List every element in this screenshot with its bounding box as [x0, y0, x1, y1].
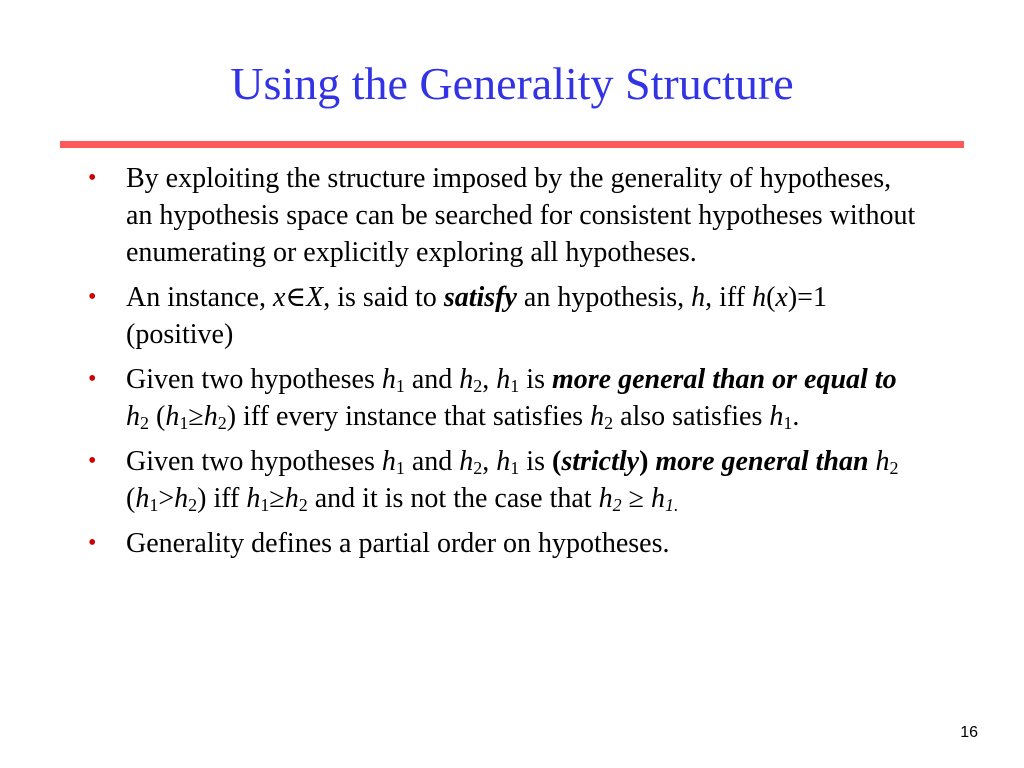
text-segment: 1. — [664, 495, 679, 515]
text-segment: more general than — [655, 446, 869, 477]
bullet-item — [84, 525, 924, 562]
text-segment: is — [519, 364, 552, 395]
text-segment: h — [381, 364, 396, 395]
bullet-item — [84, 361, 924, 435]
text-segment: 1 — [510, 376, 520, 396]
bullet-text — [126, 364, 897, 432]
text-segment: , — [482, 446, 497, 477]
text-segment: 2 — [140, 413, 149, 433]
text-segment: , — [482, 364, 497, 395]
text-segment: ( — [126, 483, 136, 514]
bullet-marker: • — [88, 530, 97, 556]
text-segment: strictly — [561, 446, 640, 477]
text-segment: 2 — [188, 495, 198, 515]
text-segment: ∈ — [285, 282, 307, 313]
page-number: 16 — [960, 724, 978, 741]
text-segment: 2 — [298, 495, 308, 515]
text-segment: h — [174, 483, 189, 514]
text-segment: )=1 (positive) — [126, 282, 827, 350]
text-segment: ≥ — [188, 401, 204, 432]
text-segment — [869, 446, 876, 477]
text-segment: 2 — [473, 458, 483, 478]
bullet-marker: • — [88, 165, 97, 191]
text-segment: h — [284, 483, 299, 514]
text-segment: Generality defines a partial order on hypotheses. — [126, 528, 670, 559]
text-segment: h — [650, 483, 665, 514]
text-segment: 2 — [604, 413, 614, 433]
bullet-text — [126, 528, 669, 559]
text-segment: h — [246, 483, 261, 514]
text-segment: x — [775, 282, 788, 313]
bullet-text — [126, 446, 899, 514]
text-segment: x — [272, 282, 286, 313]
text-segment: and — [404, 364, 460, 395]
text-segment: h — [875, 446, 890, 477]
bullet-text — [126, 282, 827, 350]
text-segment: ) iff every instance that satisfies — [226, 401, 591, 432]
text-segment: h — [769, 401, 784, 432]
text-segment: more general than or equal to — [551, 364, 897, 395]
text-segment: h — [459, 446, 474, 477]
text-segment: h — [381, 446, 396, 477]
bullet-item — [84, 279, 924, 353]
bullet-item — [84, 443, 924, 517]
text-segment: . — [792, 401, 800, 432]
text-segment: Given two hypotheses — [126, 364, 382, 395]
text-segment: h — [496, 364, 511, 395]
text-segment: , iff — [705, 282, 753, 313]
text-segment: > — [158, 483, 175, 514]
text-segment: h — [598, 483, 613, 514]
text-segment: also satisfies — [613, 401, 770, 432]
bullet-marker: • — [88, 284, 97, 310]
text-segment: 1 — [149, 495, 159, 515]
text-segment: 1 — [395, 376, 405, 396]
text-segment: X — [306, 282, 324, 313]
text-segment: and it is not the case that — [307, 483, 599, 514]
text-segment: An instance, — [126, 282, 273, 313]
text-segment: 2 — [612, 495, 622, 515]
text-segment: 1 — [510, 458, 520, 478]
text-segment: h — [165, 401, 180, 432]
text-segment: h — [126, 401, 140, 432]
text-segment: 1 — [783, 413, 793, 433]
text-segment: ) — [639, 446, 656, 477]
text-segment: h — [135, 483, 150, 514]
text-segment: Given two hypotheses — [126, 446, 382, 477]
text-segment: , is said to — [323, 282, 444, 313]
bullet-item — [84, 160, 924, 271]
text-segment: is — [519, 446, 552, 477]
text-segment: 2 — [473, 376, 483, 396]
slide-title: Using the Generality Structure — [230, 58, 794, 109]
text-segment: and — [404, 446, 460, 477]
text-segment: h — [752, 282, 767, 313]
text-segment: h — [496, 446, 511, 477]
text-segment: ( — [149, 401, 166, 432]
text-segment: 2 — [217, 413, 227, 433]
bullet-text — [126, 163, 915, 268]
text-segment: 1 — [395, 458, 405, 478]
text-segment: h — [203, 401, 218, 432]
bullet-marker: • — [88, 448, 97, 474]
bullet-list — [84, 160, 924, 570]
text-segment: 1 — [179, 413, 189, 433]
text-segment: 1 — [260, 495, 270, 515]
text-segment: h — [691, 282, 706, 313]
text-segment: ≥ — [621, 483, 651, 514]
text-segment: h — [459, 364, 474, 395]
text-segment: h — [590, 401, 605, 432]
bullet-marker: • — [88, 366, 97, 392]
text-segment: ( — [551, 446, 562, 477]
text-segment: ) iff — [197, 483, 247, 514]
text-segment: By exploiting the structure imposed by the generality of hypotheses, an hypothesis space can be searched for consistent hypotheses without enumerating or explicitly exploring all hypotheses. — [126, 163, 916, 268]
text-segment: satisfy — [443, 282, 517, 313]
text-segment: an hypothesis, — [516, 282, 692, 313]
text-segment: ≥ — [269, 483, 285, 514]
text-segment: 2 — [889, 458, 899, 478]
text-segment: ( — [766, 282, 776, 313]
title-divider — [60, 141, 964, 148]
